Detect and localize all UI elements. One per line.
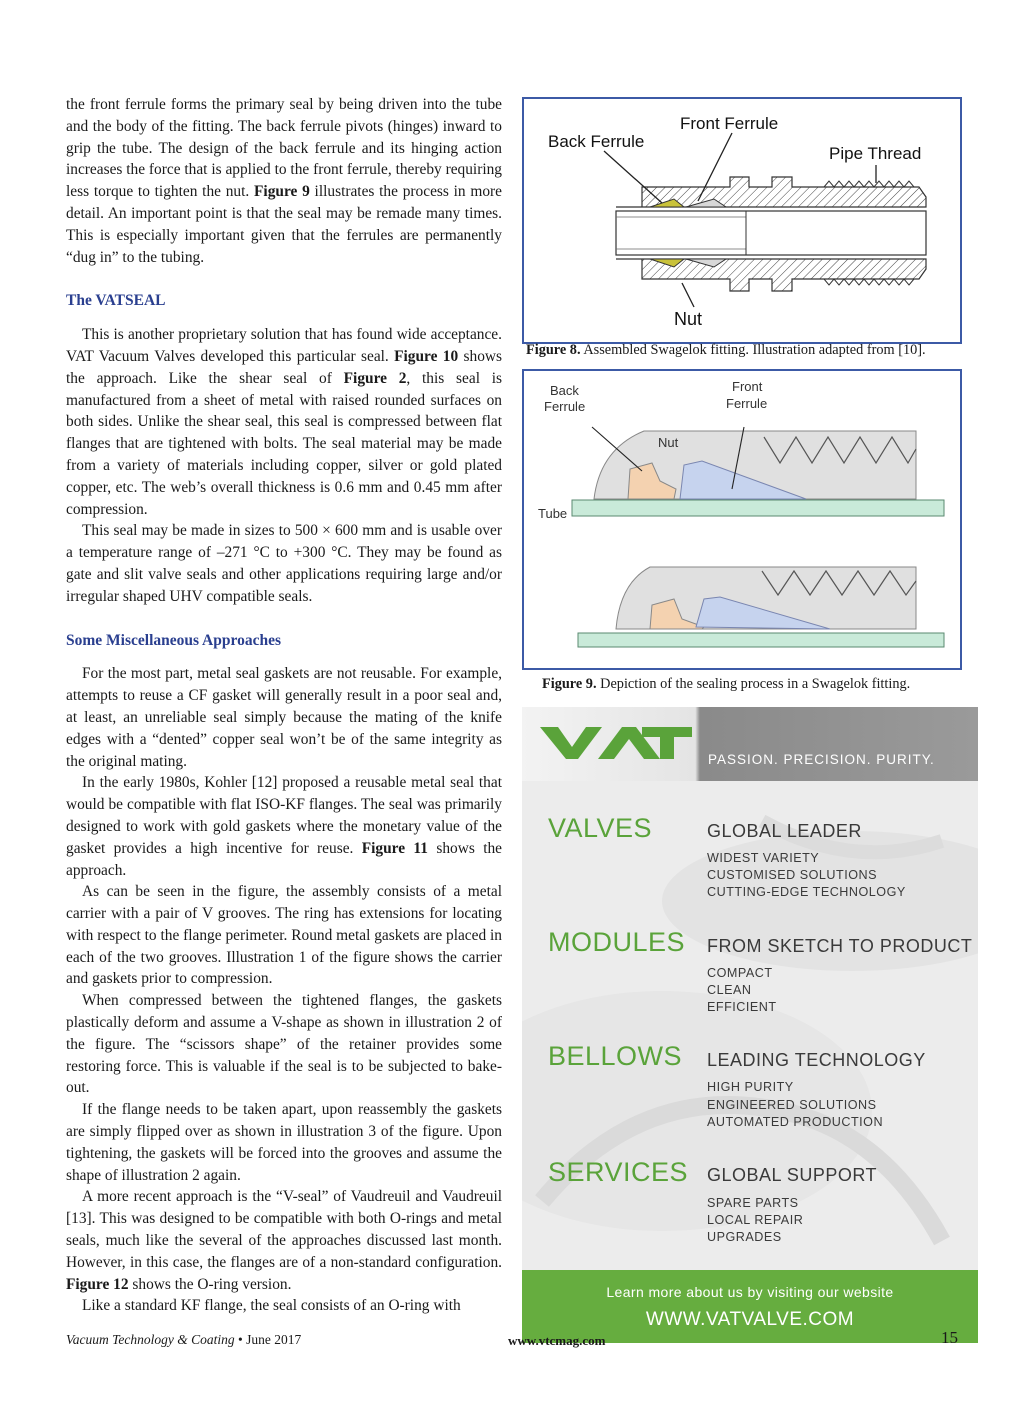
section-heading-misc: Some Miscellaneous Approaches (66, 631, 281, 649)
ad-headline: GLOBAL LEADER (707, 821, 862, 841)
vat-logo (538, 723, 694, 768)
label-front: Front (732, 379, 763, 394)
ad-item: HIGH PURITY (707, 1080, 794, 1094)
section-heading-vatseal: The VATSEAL (66, 292, 166, 310)
figure-reference: Figure 11 (361, 839, 428, 857)
ad-category-services: SERVICES (548, 1157, 689, 1187)
journal-footer: Vacuum Technology & Coating • June 2017 (66, 1332, 302, 1347)
vat-logo-mark-icon (538, 723, 694, 763)
article-body (66, 94, 502, 1317)
ad-headline: LEADING TECHNOLOGY (707, 1050, 926, 1070)
paragraph: If the flange needs to be taken apart, upon reassembly the gaskets are simply flipped over as shown in illustration 3 of the figure. Upon tightening, the gaskets will be forced into the grooves and assume the shape of illustration 2 again. (66, 1101, 502, 1184)
label-tube: Tube (538, 506, 568, 521)
ad-headline: FROM SKETCH TO PRODUCT (707, 936, 973, 956)
figure-8-caption: Figure 8. Assembled Swagelok fitting. Illustration adapted from [10]. (526, 342, 926, 358)
ad-learn-more: Learn more about us by visiting our website (606, 1284, 894, 1300)
paragraph: the front ferrule forms the primary seal by being driven into the tube and the body of the fitting. The back ferrule pivots (hinges) inward to grip the tube. The design of the back ferrule and its hinging action increases the force that is applied to the front ferrule, thereby requiring less torque to tighten the nut. Figure 9 illustrates the process in more detail. An important point is that the seal may be remade many times. This is especially important given that the ferrules are permanently “dug in” to the tubing. (66, 96, 502, 266)
ad-category-modules: MODULES (548, 927, 686, 957)
ad-item: UPGRADES (707, 1230, 782, 1244)
label-front-ferrule: Ferrule (726, 396, 768, 411)
ad-item: CLEAN (707, 983, 752, 997)
ad-item: ENGINEERED SOLUTIONS (707, 1098, 877, 1112)
ad-headline: GLOBAL SUPPORT (707, 1165, 878, 1185)
journal-website[interactable]: www.vtcmag.com (508, 1333, 606, 1348)
figure-9-caption: Figure 9. Depiction of the sealing process in a Swagelok fitting. (542, 676, 911, 692)
ad-item: AUTOMATED PRODUCTION (707, 1115, 884, 1129)
label-back-ferrule: Back Ferrule (548, 132, 645, 151)
figure-reference: Figure 2 (343, 369, 407, 387)
paragraph: When compressed between the tightened flanges, the gaskets plastically deform and assume a V-shape as shown in illustration 2 of the figure. The “scissors shape” of the retainer provides some restoring force. This is valuable if the seal is to be subjected to bake-out. (66, 992, 502, 1097)
paragraph: For the most part, metal seal gaskets are not reusable. For example, attempts to reuse a CF gasket will generally result in a poor seal and, at least, an unreliable seal simply because the mating of the knife edges with a “dented” copper seal won’t be of the same integrity as the original mating. (66, 665, 502, 770)
label-front-ferrule: Front Ferrule (680, 114, 779, 133)
ad-category-bellows: BELLOWS (548, 1041, 683, 1071)
paragraph: In the early 1980s, Kohler [12] proposed a reusable metal seal that would be compatible with flat ISO-KF flanges. The seal was primarily designed to work with gold gaskets where the monetary value of the gasket provides a high incentive for reuse. Figure 11 shows the approach. (66, 774, 503, 879)
ad-item: WIDEST VARIETY (707, 851, 820, 865)
ad-slogan: PASSION. PRECISION. PURITY. (708, 752, 935, 767)
paragraph: This is another proprietary solution that has found wide acceptance. VAT Vacuum Valves developed this particular seal. Figure 10 shows the approach. Like the shear seal of Figure 2, this seal is manufactured from a sheet of metal with raised rounded surfaces on both sides. Unlike the shear seal, this seal is compressed between flat flanges that are tightened with bolts. The seal material may be made from a variety of materials including copper, silver or gold plated copper, etc. The web’s overall thickness is 0.6 mm and 0.45 mm after compression. (66, 326, 502, 518)
label-nut: Nut (674, 309, 703, 329)
figure-9 (522, 369, 962, 670)
ad-item: SPARE PARTS (707, 1196, 799, 1210)
label-back: Back (550, 383, 579, 398)
paragraph: This seal may be made in sizes to 500 × 600 mm and is usable over a temperature range of –271 °C to +300 °C. They may be found as gate and slit valve seals and other applications requiring large and/or irregular shaped UHV compatible seals. (66, 522, 502, 605)
swagelok-assembly-drawing (524, 99, 960, 342)
label-pipe-thread: Pipe Thread (829, 144, 922, 163)
figure-8 (522, 97, 962, 344)
ad-category-valves: VALVES (548, 813, 653, 843)
figure-reference: Figure 9 (254, 183, 310, 201)
label-nut: Nut (658, 435, 679, 450)
paragraph: Like a standard KF flange, the seal consists of an O-ring with (82, 1297, 461, 1315)
sealing-process-drawing (524, 371, 960, 668)
vat-advertisement[interactable] (522, 707, 978, 1343)
ad-item: EFFICIENT (707, 1000, 777, 1014)
ad-item: COMPACT (707, 966, 773, 980)
paragraph: As can be seen in the figure, the assembly consists of a metal carrier with a pair of V grooves. The ring has extensions for locating with respect to the flange perimeter. Round metal gaskets are placed in each of the two grooves. Illustration 1 of the figure shows the carrier and gaskets prior to compression. (66, 883, 502, 988)
ad-website-link[interactable]: WWW.VATVALVE.COM (645, 1309, 855, 1330)
ad-item: CUTTING-EDGE TECHNOLOGY (707, 885, 906, 899)
paragraph: A more recent approach is the “V-seal” of Vaudreuil and Vaudreuil [13]. This was designed to be compatible with both O-rings and metal seals, much like the several of the approaches discussed last month. However, in this case, the flanges are of a non-standard configuration. Figure 12 shows the O-ring version. (66, 1188, 502, 1293)
ad-item: CUSTOMISED SOLUTIONS (707, 868, 878, 882)
figure-reference: Figure 12 (66, 1275, 129, 1293)
ad-item: LOCAL REPAIR (707, 1213, 804, 1227)
figure-reference: Figure 10 (394, 347, 459, 365)
page-number: 15 (941, 1328, 958, 1347)
label-back-ferrule: Ferrule (544, 399, 586, 414)
